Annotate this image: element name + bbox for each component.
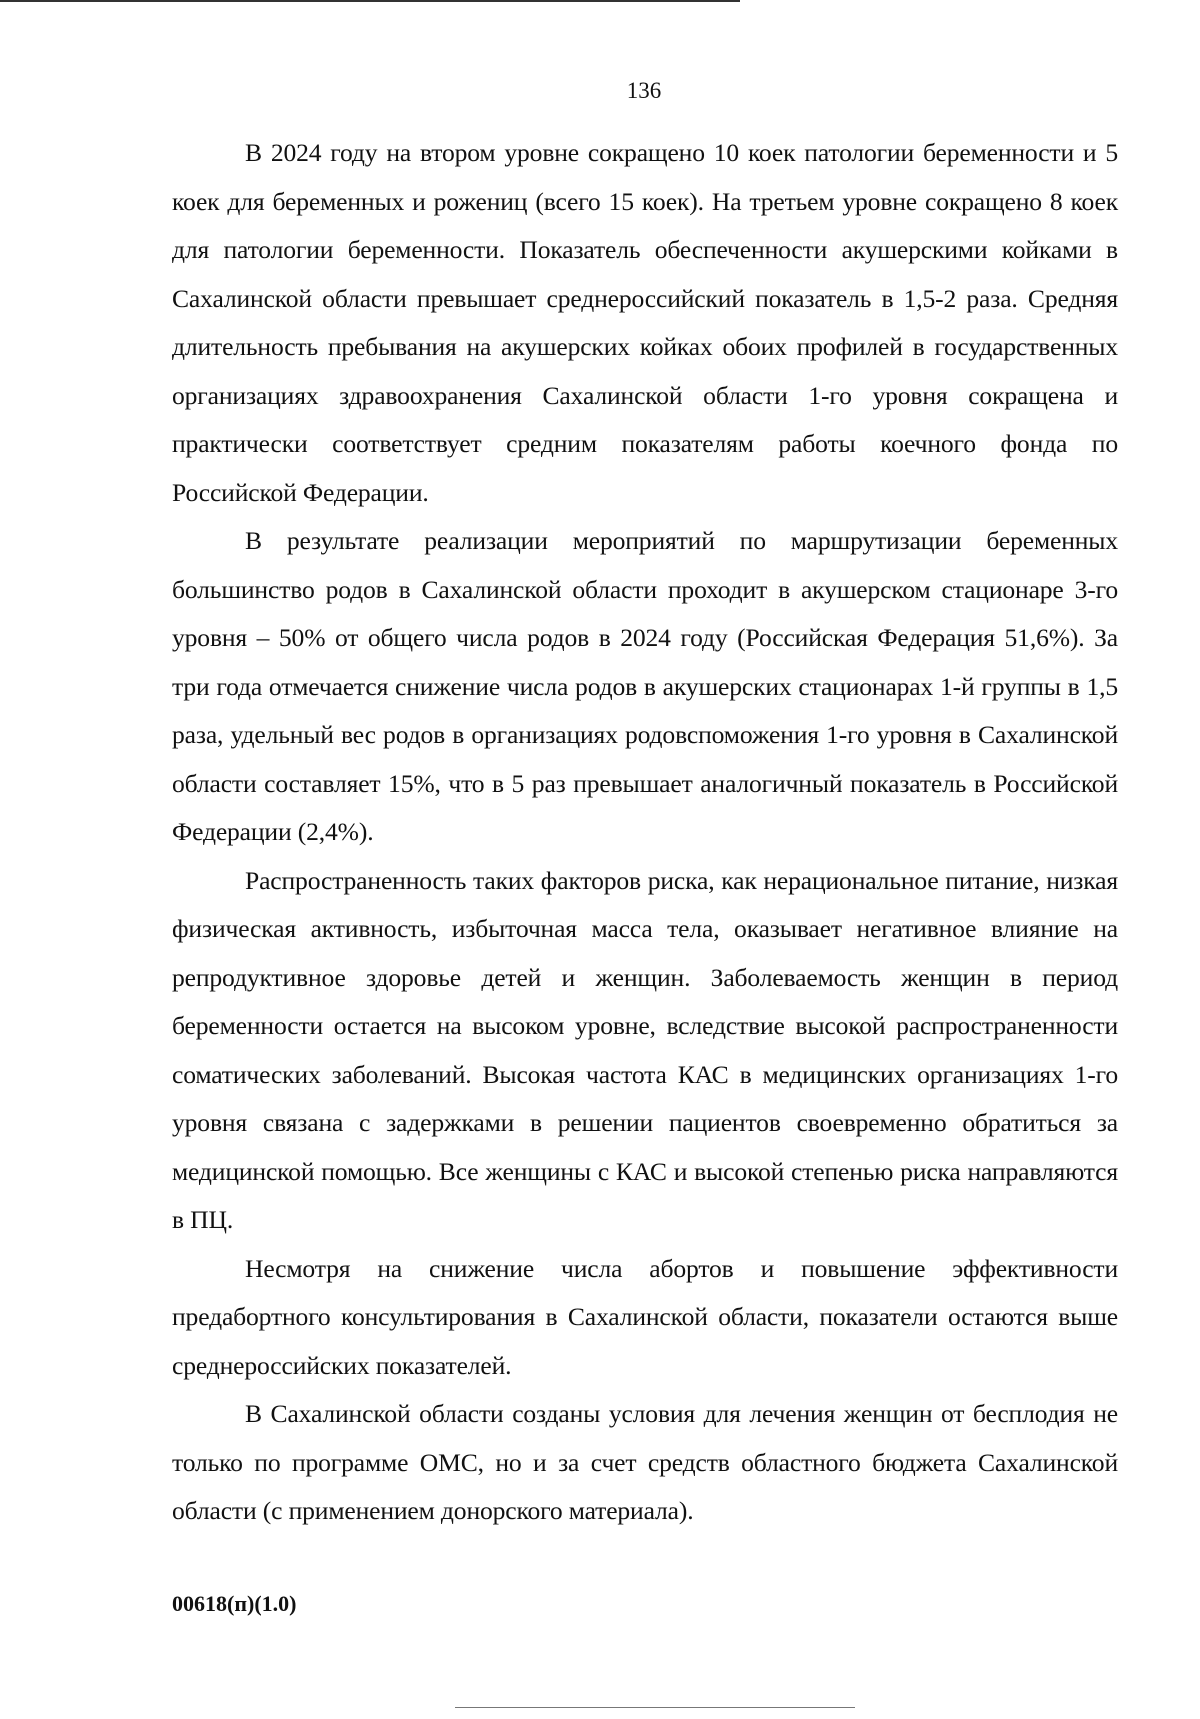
scan-edge-top	[0, 0, 740, 2]
paragraph-1: В 2024 году на втором уровне сокращено 10 коек патологии беременности и 5 коек для беременных и рожениц (всего 15 коек). На третьем уровне сокращено 8 коек для патологии беременности. Показатель обеспеченности акушерскими койками в Сахалинской области превышает среднероссийский показатель в 1,5-2 раза. Средняя длительность пребывания на акушерских койках обоих профилей в государственных организациях здравоохранения Сахалинской области 1-го уровня сокращена и практически соответствует средним показателям работы коечного фонда по Российской Федерации.	[172, 138, 1118, 507]
paragraph-2: В результате реализации мероприятий по маршрутизации беременных большинство родов в Сахалинской области проходит в акушерском стационаре 3-го уровня – 50% от общего числа родов в 2024 году (Российская Федерация 51,6%). За три года отмечается снижение числа родов в акушерских стационарах 1-й группы в 1,5 раза, удельный вес родов в организациях родовспоможения 1-го уровня в Сахалинской области составляет 15%, что в 5 раз превышает аналогичный показатель в Российской Федерации (2,4%).	[172, 526, 1118, 846]
scan-edge-bottom	[455, 1707, 855, 1708]
document-code: 00618(п)(1.0)	[172, 1591, 297, 1616]
page-number: 136	[626, 78, 662, 103]
body-text	[172, 129, 1118, 1536]
paragraph-3: Распространенность таких факторов риска, как нерациональное питание, низкая физическая активность, избыточная масса тела, оказывает негативное влияние на репродуктивное здоровье детей и женщин. Заболеваемость женщин в период беременности остается на высоком уровне, вследствие высокой распространенности соматических заболеваний. Высокая частота КАС в медицинских организациях 1-го уровня связана с задержками в решении пациентов своевременно обратиться за медицинской помощью. Все женщины с КАС и высокой степенью риска направляются в ПЦ.	[172, 865, 1118, 1234]
paragraph-4: Несмотря на снижение числа абортов и повышение эффективности предабортного консультирования в Сахалинской области, показатели остаются выше среднероссийских показателей.	[172, 1253, 1118, 1380]
paragraph-5: В Сахалинской области созданы условия для лечения женщин от бесплодия не только по программе ОМС, но и за счет средств областного бюджета Сахалинской области (с применением донорского материала).	[172, 1399, 1118, 1525]
